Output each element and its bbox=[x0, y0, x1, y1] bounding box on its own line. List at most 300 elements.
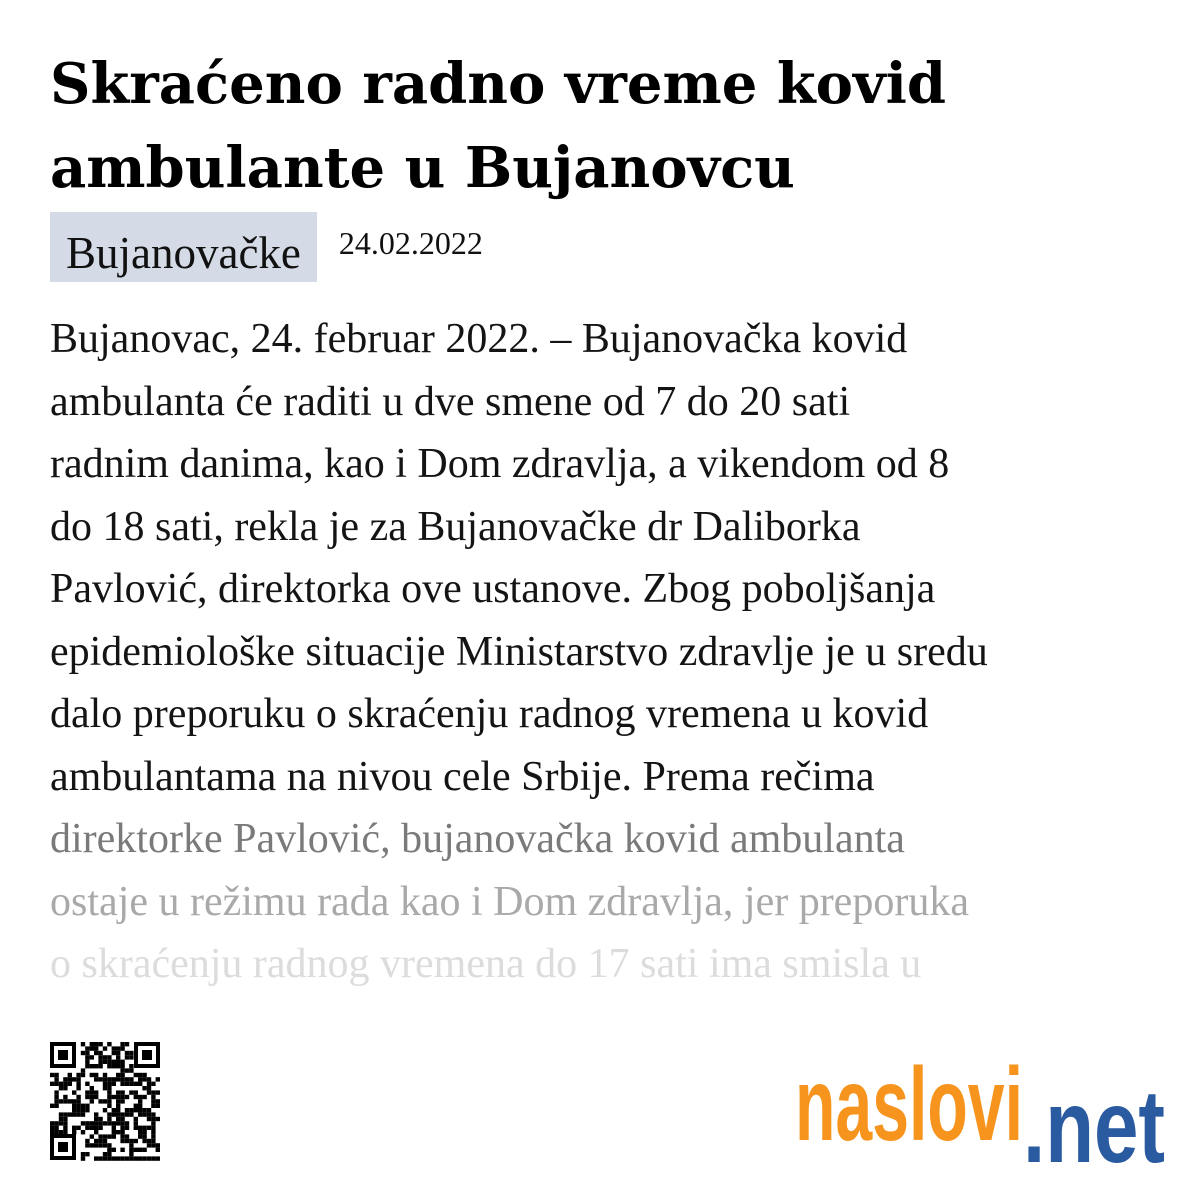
qr-module bbox=[90, 1090, 94, 1094]
qr-module bbox=[85, 1090, 89, 1094]
qr-module bbox=[112, 1095, 116, 1099]
qr-module bbox=[138, 1077, 142, 1081]
qr-module bbox=[120, 1090, 124, 1094]
qr-module bbox=[85, 1108, 89, 1112]
qr-module bbox=[107, 1143, 111, 1147]
qr-module bbox=[134, 1139, 138, 1143]
qr-module bbox=[72, 1104, 76, 1108]
qr-module bbox=[147, 1086, 151, 1090]
qr-module bbox=[112, 1077, 116, 1081]
qr-module bbox=[59, 1099, 63, 1103]
qr-module bbox=[134, 1148, 138, 1152]
qr-module bbox=[85, 1152, 89, 1156]
qr-module bbox=[54, 1104, 58, 1108]
qr-module bbox=[98, 1099, 102, 1103]
qr-module bbox=[129, 1108, 133, 1112]
qr-module bbox=[94, 1051, 98, 1055]
qr-module bbox=[54, 1073, 58, 1077]
qr-module bbox=[112, 1064, 116, 1068]
qr-module bbox=[103, 1134, 107, 1138]
qr-module bbox=[81, 1108, 85, 1112]
qr-module bbox=[151, 1112, 155, 1116]
qr-module bbox=[98, 1156, 102, 1160]
qr-module bbox=[54, 1130, 58, 1134]
qr-module bbox=[50, 1121, 54, 1125]
qr-module bbox=[120, 1068, 124, 1072]
qr-module bbox=[134, 1121, 138, 1125]
qr-module bbox=[72, 1077, 76, 1081]
qr-module bbox=[125, 1082, 129, 1086]
qr-module bbox=[59, 1130, 63, 1134]
qr-module bbox=[94, 1143, 98, 1147]
qr-module bbox=[94, 1126, 98, 1130]
qr-module bbox=[85, 1046, 89, 1050]
qr-module bbox=[107, 1077, 111, 1081]
qr-module bbox=[68, 1077, 72, 1081]
qr-module bbox=[94, 1121, 98, 1125]
qr-module bbox=[76, 1095, 80, 1099]
qr-module bbox=[76, 1112, 80, 1116]
qr-module bbox=[142, 1095, 146, 1099]
qr-module bbox=[142, 1148, 146, 1152]
qr-module bbox=[68, 1112, 72, 1116]
qr-module bbox=[59, 1086, 63, 1090]
qr-module bbox=[138, 1134, 142, 1138]
qr-module bbox=[103, 1156, 107, 1160]
qr-module bbox=[103, 1082, 107, 1086]
qr-module bbox=[68, 1073, 72, 1077]
qr-module bbox=[129, 1152, 133, 1156]
qr-module bbox=[81, 1104, 85, 1108]
qr-module bbox=[120, 1148, 124, 1152]
qr-module bbox=[125, 1156, 129, 1160]
naslovi-net-logo[interactable] bbox=[795, 1052, 1167, 1172]
qr-module bbox=[116, 1060, 120, 1064]
qr-module bbox=[81, 1073, 85, 1077]
qr-module bbox=[50, 1126, 54, 1130]
qr-module bbox=[98, 1042, 102, 1046]
qr-module bbox=[90, 1121, 94, 1125]
qr-module bbox=[94, 1077, 98, 1081]
qr-module bbox=[107, 1055, 111, 1059]
body-line: epidemiološke situacije Ministarstvo zdravlje je u sredu bbox=[50, 628, 988, 675]
qr-module bbox=[107, 1152, 111, 1156]
qr-module bbox=[138, 1073, 142, 1077]
qr-module bbox=[85, 1082, 89, 1086]
qr-module bbox=[125, 1108, 129, 1112]
qr-module bbox=[138, 1112, 142, 1116]
qr-module bbox=[90, 1086, 94, 1090]
article-title bbox=[50, 42, 1160, 210]
qr-module bbox=[76, 1099, 80, 1103]
qr-module bbox=[138, 1099, 142, 1103]
qr-module bbox=[107, 1060, 111, 1064]
qr-module bbox=[129, 1077, 133, 1081]
source-badge[interactable]: Bujanovačke bbox=[50, 212, 317, 282]
qr-module bbox=[138, 1130, 142, 1134]
body-line: Pavlović, direktorka ove ustanove. Zbog poboljšanja bbox=[50, 566, 936, 612]
qr-module bbox=[90, 1055, 94, 1059]
qr-module bbox=[120, 1126, 124, 1130]
qr-module bbox=[138, 1148, 142, 1152]
qr-module bbox=[120, 1073, 124, 1077]
qr-module bbox=[81, 1121, 85, 1125]
qr-module bbox=[98, 1139, 102, 1143]
qr-module bbox=[94, 1156, 98, 1160]
qr-module bbox=[120, 1046, 124, 1050]
qr-module bbox=[81, 1042, 85, 1046]
qr-module bbox=[107, 1090, 111, 1094]
qr-module bbox=[90, 1126, 94, 1130]
qr-module bbox=[81, 1051, 85, 1055]
qr-module bbox=[63, 1126, 67, 1130]
qr-module bbox=[50, 1104, 54, 1108]
qr-module bbox=[63, 1077, 67, 1081]
qr-module bbox=[59, 1117, 63, 1121]
qr-module bbox=[142, 1112, 146, 1116]
qr-module bbox=[134, 1095, 138, 1099]
qr-module bbox=[151, 1139, 155, 1143]
qr-module bbox=[76, 1108, 80, 1112]
qr-module bbox=[112, 1060, 116, 1064]
qr-module bbox=[147, 1117, 151, 1121]
qr-module bbox=[85, 1143, 89, 1147]
qr-module bbox=[147, 1090, 151, 1094]
qr-module bbox=[138, 1156, 142, 1160]
body-line: do 18 sati, rekla je za Bujanovačke dr Daliborka bbox=[50, 503, 861, 550]
qr-module bbox=[50, 1073, 54, 1077]
qr-module bbox=[151, 1090, 155, 1094]
qr-module bbox=[129, 1090, 133, 1094]
qr-module bbox=[116, 1095, 120, 1099]
qr-module bbox=[138, 1104, 142, 1108]
qr-module bbox=[72, 1099, 76, 1103]
qr-module bbox=[134, 1156, 138, 1160]
qr-module bbox=[112, 1051, 116, 1055]
qr-module bbox=[156, 1104, 160, 1108]
qr-module bbox=[129, 1055, 133, 1059]
qr-module bbox=[125, 1139, 129, 1143]
qr-module bbox=[90, 1134, 94, 1138]
qr-module bbox=[107, 1121, 111, 1125]
qr-module bbox=[94, 1042, 98, 1046]
qr-module bbox=[116, 1108, 120, 1112]
qr-module bbox=[72, 1090, 76, 1094]
qr-module bbox=[63, 1130, 67, 1134]
qr-module bbox=[147, 1126, 151, 1130]
qr-module bbox=[120, 1060, 124, 1064]
qr-module bbox=[85, 1055, 89, 1059]
qr-module bbox=[98, 1126, 102, 1130]
qr-module bbox=[156, 1090, 160, 1094]
qr-module bbox=[120, 1082, 124, 1086]
qr-module bbox=[116, 1130, 120, 1134]
qr-module bbox=[156, 1117, 160, 1121]
qr-module bbox=[107, 1117, 111, 1121]
qr-module bbox=[147, 1139, 151, 1143]
qr-module bbox=[98, 1060, 102, 1064]
qr-module bbox=[142, 1134, 146, 1138]
qr-module bbox=[54, 1099, 58, 1103]
qr-module bbox=[98, 1121, 102, 1125]
qr-module bbox=[129, 1139, 133, 1143]
qr-module bbox=[68, 1082, 72, 1086]
qr-module bbox=[72, 1130, 76, 1134]
qr-module bbox=[85, 1064, 89, 1068]
qr-module bbox=[98, 1143, 102, 1147]
qr-module bbox=[94, 1117, 98, 1121]
qr-module bbox=[120, 1121, 124, 1125]
qr-module bbox=[112, 1126, 116, 1130]
body-line: ambulantama na nivou cele Srbije. Prema rečima bbox=[50, 753, 875, 800]
qr-module bbox=[125, 1134, 129, 1138]
qr-module bbox=[76, 1126, 80, 1130]
qr-module bbox=[54, 1077, 58, 1081]
qr-module bbox=[54, 1121, 58, 1125]
qr-module bbox=[85, 1126, 89, 1130]
qr-module bbox=[142, 1073, 146, 1077]
qr-module bbox=[129, 1051, 133, 1055]
qr-module bbox=[120, 1134, 124, 1138]
qr-module bbox=[134, 1073, 138, 1077]
qr-module bbox=[54, 1090, 58, 1094]
body-line-fading: o skraćenju radnog vremena do 17 sati ima smisla u bbox=[50, 941, 922, 987]
qr-module bbox=[125, 1042, 129, 1046]
qr-module bbox=[120, 1112, 124, 1116]
qr-module bbox=[98, 1064, 102, 1068]
qr-module bbox=[142, 1108, 146, 1112]
body-line-fading: direktorke Pavlović, bujanovačka kovid ambulanta bbox=[50, 816, 905, 862]
qr-module bbox=[107, 1099, 111, 1103]
qr-module bbox=[138, 1082, 142, 1086]
qr-module bbox=[76, 1104, 80, 1108]
qr-module bbox=[151, 1143, 155, 1147]
qr-module bbox=[112, 1108, 116, 1112]
qr-module bbox=[103, 1108, 107, 1112]
qr-module bbox=[112, 1134, 116, 1138]
qr-module bbox=[63, 1112, 67, 1116]
qr-module bbox=[147, 1082, 151, 1086]
qr-module bbox=[103, 1073, 107, 1077]
qr-module bbox=[142, 1126, 146, 1130]
qr-module bbox=[76, 1077, 80, 1081]
body-line-fading: ostaje u režimu rada kao i Dom zdravlja, jer preporuka bbox=[50, 878, 969, 925]
qr-module bbox=[90, 1046, 94, 1050]
qr-module bbox=[90, 1073, 94, 1077]
publish-date: 24.02.2022 bbox=[338, 225, 483, 261]
qr-module bbox=[59, 1082, 63, 1086]
qr-module bbox=[63, 1099, 67, 1103]
qr-module bbox=[85, 1060, 89, 1064]
qr-module bbox=[107, 1156, 111, 1160]
qr-module bbox=[151, 1134, 155, 1138]
qr-module bbox=[125, 1126, 129, 1130]
qr-module bbox=[90, 1143, 94, 1147]
qr-module bbox=[120, 1064, 124, 1068]
qr-module bbox=[156, 1156, 160, 1160]
qr-module bbox=[151, 1156, 155, 1160]
qr-module bbox=[142, 1156, 146, 1160]
qr-module bbox=[94, 1073, 98, 1077]
qr-module bbox=[142, 1130, 146, 1134]
qr-module bbox=[142, 1077, 146, 1081]
qr-module bbox=[94, 1112, 98, 1116]
qr-module bbox=[134, 1117, 138, 1121]
qr-module bbox=[120, 1042, 124, 1046]
qr-module bbox=[107, 1148, 111, 1152]
qr-module bbox=[116, 1046, 120, 1050]
qr-code-icon[interactable] bbox=[46, 1038, 164, 1164]
qr-module bbox=[103, 1055, 107, 1059]
qr-module bbox=[116, 1121, 120, 1125]
qr-module bbox=[103, 1139, 107, 1143]
qr-module bbox=[129, 1156, 133, 1160]
qr-module bbox=[120, 1077, 124, 1081]
qr-module bbox=[85, 1104, 89, 1108]
qr-module bbox=[76, 1086, 80, 1090]
qr-module bbox=[116, 1104, 120, 1108]
qr-module bbox=[134, 1126, 138, 1130]
qr-module bbox=[120, 1099, 124, 1103]
qr-module bbox=[81, 1156, 85, 1160]
qr-module bbox=[81, 1130, 85, 1134]
qr-module bbox=[116, 1073, 120, 1077]
body-line: ambulanta će raditi u dve smene od 7 do 20 sati bbox=[50, 378, 851, 425]
qr-module bbox=[107, 1086, 111, 1090]
qr-module bbox=[116, 1055, 120, 1059]
qr-module bbox=[134, 1104, 138, 1108]
qr-module bbox=[116, 1077, 120, 1081]
qr-module bbox=[107, 1082, 111, 1086]
qr-module bbox=[120, 1117, 124, 1121]
qr-module bbox=[134, 1090, 138, 1094]
qr-module bbox=[120, 1130, 124, 1134]
qr-module bbox=[116, 1117, 120, 1121]
qr-module bbox=[54, 1095, 58, 1099]
qr-module bbox=[116, 1064, 120, 1068]
qr-module bbox=[138, 1126, 142, 1130]
qr-module bbox=[156, 1143, 160, 1147]
qr-module bbox=[151, 1099, 155, 1103]
qr-module bbox=[98, 1134, 102, 1138]
qr-module bbox=[59, 1112, 63, 1116]
qr-module bbox=[68, 1099, 72, 1103]
qr-module bbox=[156, 1077, 160, 1081]
qr-module bbox=[147, 1112, 151, 1116]
qr-module bbox=[94, 1130, 98, 1134]
qr-module bbox=[81, 1068, 85, 1072]
logo-net-text: .net bbox=[1023, 1069, 1165, 1172]
qr-module bbox=[151, 1082, 155, 1086]
qr-module bbox=[103, 1077, 107, 1081]
qr-module bbox=[103, 1143, 107, 1147]
qr-module bbox=[112, 1148, 116, 1152]
qr-module bbox=[103, 1121, 107, 1125]
qr-module bbox=[50, 1130, 54, 1134]
qr-module bbox=[50, 1082, 54, 1086]
body-line: dalo preporuku o skraćenju radnog vremena u kovid bbox=[50, 691, 929, 737]
qr-module bbox=[103, 1046, 107, 1050]
qr-module bbox=[107, 1042, 111, 1046]
qr-module bbox=[138, 1108, 142, 1112]
qr-module bbox=[147, 1077, 151, 1081]
qr-module bbox=[151, 1126, 155, 1130]
qr-module bbox=[116, 1090, 120, 1094]
qr-module bbox=[90, 1042, 94, 1046]
qr-module bbox=[63, 1121, 67, 1125]
qr-module bbox=[94, 1046, 98, 1050]
qr-module bbox=[116, 1156, 120, 1160]
qr-module bbox=[54, 1082, 58, 1086]
qr-module bbox=[94, 1095, 98, 1099]
qr-module bbox=[90, 1099, 94, 1103]
qr-module bbox=[129, 1082, 133, 1086]
qr-module bbox=[103, 1086, 107, 1090]
qr-module bbox=[129, 1068, 133, 1072]
qr-module bbox=[85, 1095, 89, 1099]
qr-module bbox=[76, 1082, 80, 1086]
article-title-line-2: ambulante u Bujanovcu bbox=[50, 135, 795, 201]
qr-module bbox=[138, 1095, 142, 1099]
qr-module bbox=[81, 1152, 85, 1156]
qr-module bbox=[103, 1060, 107, 1064]
qr-module bbox=[116, 1112, 120, 1116]
qr-module bbox=[112, 1130, 116, 1134]
qr-module bbox=[98, 1055, 102, 1059]
logo-naslovi-text: naslovi bbox=[795, 1052, 1023, 1163]
qr-module bbox=[129, 1064, 133, 1068]
qr-module bbox=[151, 1117, 155, 1121]
qr-module bbox=[90, 1064, 94, 1068]
qr-module bbox=[129, 1143, 133, 1147]
qr-module bbox=[125, 1121, 129, 1125]
qr-module bbox=[103, 1099, 107, 1103]
article-body bbox=[50, 308, 1160, 996]
qr-module bbox=[125, 1112, 129, 1116]
article-meta bbox=[50, 212, 483, 282]
qr-module bbox=[129, 1148, 133, 1152]
qr-module bbox=[134, 1108, 138, 1112]
qr-module bbox=[63, 1086, 67, 1090]
qr-module bbox=[103, 1152, 107, 1156]
qr-module bbox=[142, 1139, 146, 1143]
qr-module bbox=[151, 1095, 155, 1099]
qr-module bbox=[125, 1055, 129, 1059]
qr-module bbox=[90, 1095, 94, 1099]
qr-module bbox=[147, 1156, 151, 1160]
qr-module bbox=[125, 1051, 129, 1055]
qr-module bbox=[125, 1077, 129, 1081]
qr-module bbox=[120, 1095, 124, 1099]
body-line: radnim danima, kao i Dom zdravlja, a vikendom od 8 bbox=[50, 441, 950, 487]
qr-module bbox=[72, 1108, 76, 1112]
qr-module bbox=[54, 1126, 58, 1130]
body-line: Bujanovac, 24. februar 2022. – Bujanovačka kovid bbox=[50, 316, 908, 362]
qr-module bbox=[120, 1156, 124, 1160]
qr-module bbox=[98, 1117, 102, 1121]
qr-module bbox=[63, 1082, 67, 1086]
qr-module bbox=[94, 1139, 98, 1143]
qr-module bbox=[147, 1143, 151, 1147]
qr-module bbox=[112, 1082, 116, 1086]
qr-module bbox=[116, 1051, 120, 1055]
qr-module bbox=[98, 1051, 102, 1055]
qr-module bbox=[63, 1117, 67, 1121]
qr-module bbox=[85, 1121, 89, 1125]
qr-module bbox=[98, 1077, 102, 1081]
qr-module bbox=[151, 1104, 155, 1108]
qr-module bbox=[81, 1112, 85, 1116]
